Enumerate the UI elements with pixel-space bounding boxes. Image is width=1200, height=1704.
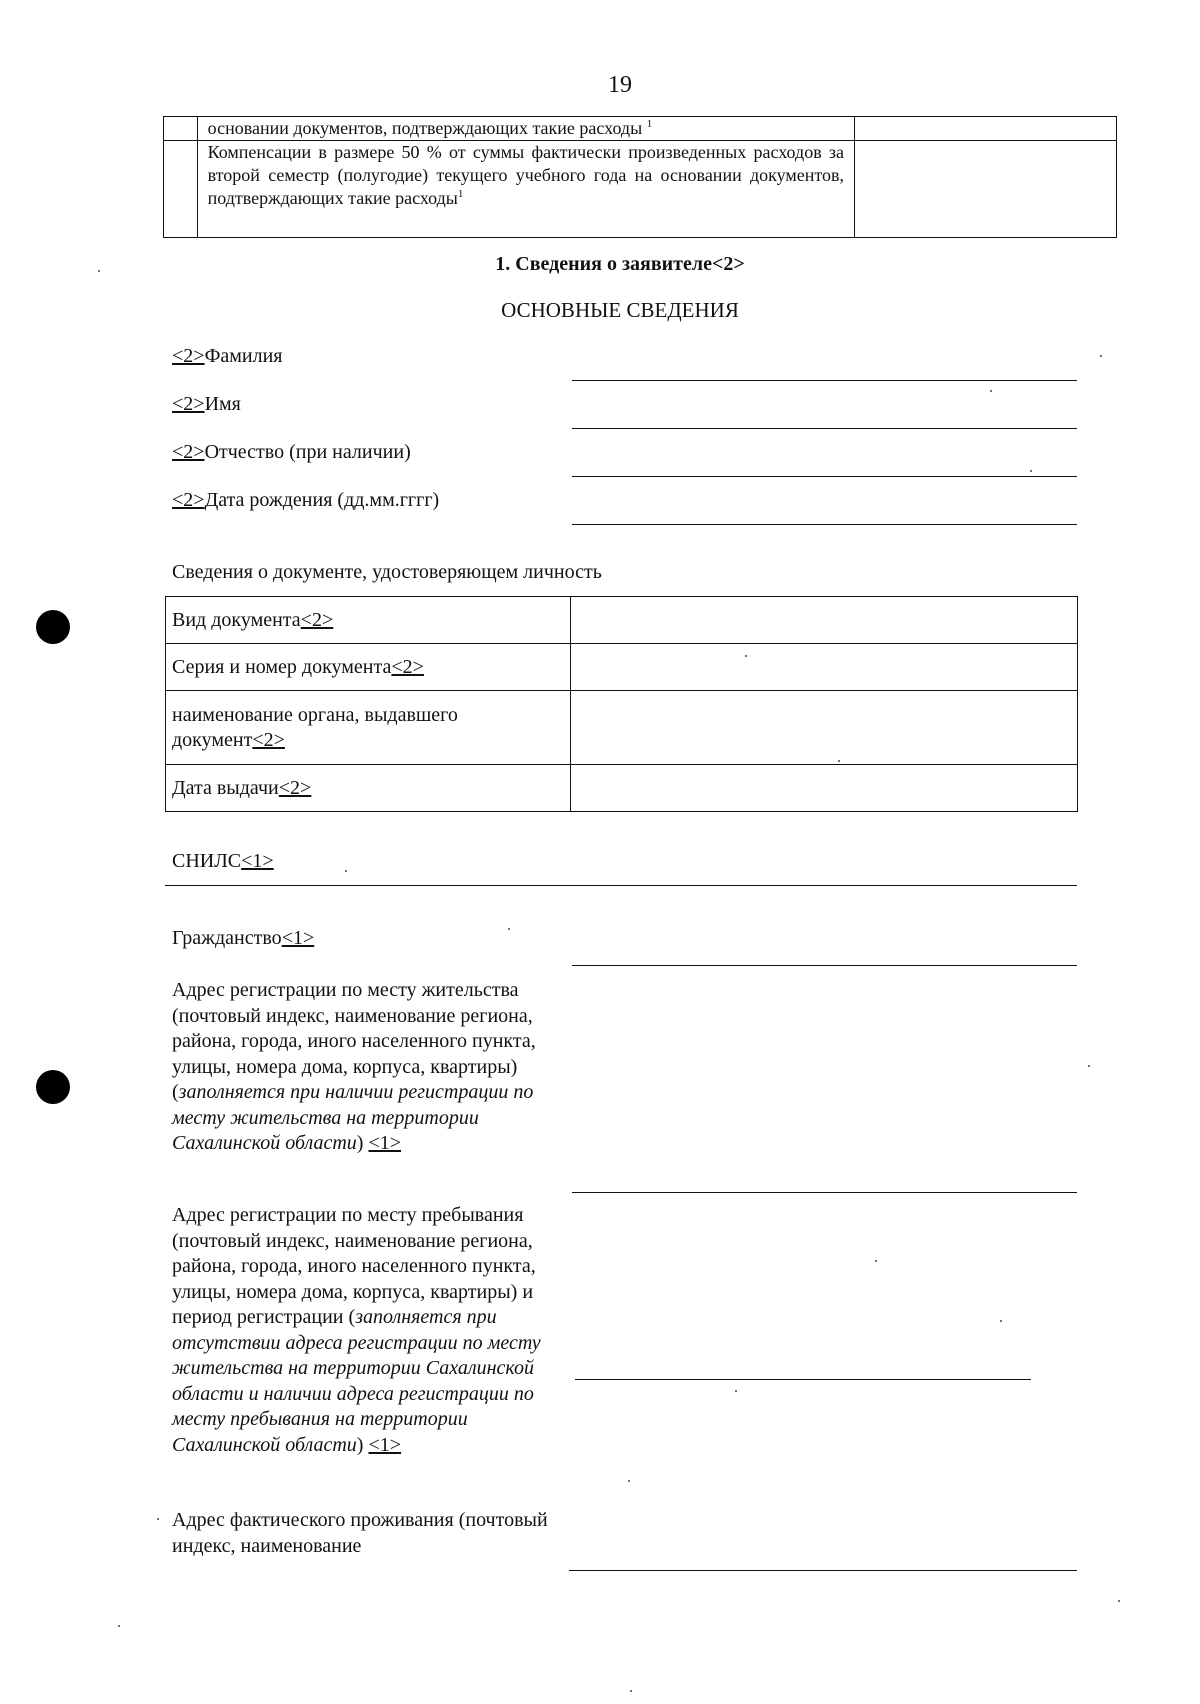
patronymic-label-text: Отчество (при наличии) — [204, 441, 411, 463]
scan-speck — [118, 1625, 120, 1627]
row-label: наименование органа, выдавшего документ — [172, 703, 458, 751]
scan-speck — [157, 1518, 159, 1520]
punch-hole — [36, 610, 70, 644]
actual-address-text: Адрес фактического проживания (почтовый индекс, наименование — [172, 1509, 548, 1557]
row-label: Серия и номер документа — [172, 655, 392, 678]
document-type-label — [166, 597, 571, 644]
identity-document-caption: Сведения о документе, удостоверяющем личность — [172, 561, 602, 583]
row-label: Вид документа — [172, 608, 301, 631]
scan-speck — [630, 1690, 632, 1692]
stay-address-text: Адрес регистрации по месту пребывания (почтовый индекс, наименование региона, района, города, иного населенного пункта, улицы, номера дома, корпуса, квартиры) и период регистрации — [172, 1204, 536, 1328]
scan-speck — [990, 390, 992, 392]
table-row — [166, 691, 1078, 765]
name-label-text: Имя — [204, 393, 241, 415]
section-title: 1. Сведения о заявителе<2> — [495, 253, 745, 275]
surname-label-text: Фамилия — [204, 345, 283, 367]
birth-date-label — [172, 489, 439, 512]
table-row — [164, 141, 1117, 238]
name-label — [172, 393, 241, 416]
scan-speck — [1118, 1600, 1120, 1602]
scan-speck — [1100, 355, 1102, 357]
table-row — [166, 597, 1078, 644]
scan-speck — [1030, 470, 1032, 472]
snils-input-line[interactable] — [165, 885, 1077, 886]
benefit-description-cell — [197, 117, 854, 141]
document-number-input[interactable] — [571, 644, 1078, 691]
patronymic-input-line[interactable] — [572, 476, 1077, 477]
requirement-ref: <2> — [172, 393, 205, 415]
footnote-marker: 1 — [457, 188, 464, 200]
requirement-ref: <1> — [368, 1433, 402, 1456]
scan-speck — [98, 270, 100, 272]
benefit-text: основании документов, подтверждающих такие расходы — [207, 118, 643, 138]
scan-speck — [1088, 1065, 1090, 1067]
birth-date-input-line[interactable] — [572, 524, 1077, 525]
patronymic-label — [172, 441, 411, 464]
requirement-ref: <1> — [368, 1132, 402, 1154]
issuing-authority-input[interactable] — [571, 691, 1078, 765]
birth-date-label-text: Дата рождения (дд.мм.гггг) — [204, 489, 440, 511]
scan-speck — [838, 760, 840, 762]
requirement-ref: <2> — [300, 608, 334, 631]
citizenship-label — [172, 927, 314, 950]
benefit-choice-cell[interactable] — [855, 141, 1117, 238]
scan-speck — [1000, 1320, 1002, 1322]
requirement-ref: <2> — [391, 655, 424, 678]
scan-speck — [508, 928, 510, 930]
stay-address-note: заполняется при отсутствии адреса регистрации по месту жительства на территории Сахалинской области и наличии адреса регистрации по месту пребывания на территории Сахалинской области — [172, 1306, 541, 1456]
stay-address-input-line[interactable] — [575, 1379, 1031, 1380]
table-row — [166, 765, 1078, 812]
punch-hole — [36, 1070, 70, 1104]
section-subtitle: ОСНОВНЫЕ СВЕДЕНИЯ — [501, 298, 739, 322]
actual-address-label — [172, 1508, 572, 1559]
requirement-ref: <2> — [172, 441, 205, 463]
surname-input-line[interactable] — [572, 380, 1077, 381]
benefit-choice-cell[interactable] — [855, 117, 1117, 141]
scan-speck — [345, 870, 347, 872]
issue-date-label — [166, 765, 571, 812]
requirement-ref: <2> — [278, 776, 312, 799]
name-input-line[interactable] — [572, 428, 1077, 429]
scan-speck — [875, 1260, 877, 1262]
stay-address-label: Адрес регистрации по месту пребывания (почтовый индекс, наименование региона, района, города, иного населенного пункта, улицы, номера дома, корпуса, квартиры) и период регистрации (заполняется при отсутствии адреса регистрации по месту жительства на территории Сахалинской области и наличии адреса регистрации по месту пребывания на территории Сахалинской области) <1> — [172, 1204, 541, 1456]
citizenship-input-line[interactable] — [572, 965, 1077, 966]
table-row — [166, 644, 1078, 691]
requirement-ref: <1> — [241, 850, 274, 872]
residence-address-label: Адрес регистрации по месту жительства (почтовый индекс, наименование региона, района, города, иного населенного пункта, улицы, номера дома, корпуса, квартиры) (заполняется при наличии регистрации по месту жительства на территории Сахалинской области) <1> — [172, 979, 536, 1154]
page-number: 19 — [608, 72, 632, 98]
requirement-ref: <2> — [252, 728, 285, 751]
issue-date-input[interactable] — [571, 765, 1078, 812]
scan-speck — [628, 1480, 630, 1482]
snils-label-text: СНИЛС — [172, 850, 242, 872]
citizenship-label-text: Гражданство — [172, 927, 282, 949]
actual-address-input-line[interactable] — [569, 1570, 1077, 1571]
document-type-input[interactable] — [571, 597, 1078, 644]
snils-label — [172, 850, 274, 873]
document-number-label — [166, 644, 571, 691]
residence-address-input-line[interactable] — [572, 1192, 1077, 1193]
surname-label — [172, 345, 282, 368]
residence-address-note: заполняется при наличии регистрации по месту жительства на территории Сахалинской области — [172, 1081, 534, 1154]
identity-document-table — [165, 596, 1078, 812]
benefit-text: Компенсации в размере 50 % от суммы фактически произведенных расходов за второй семестр (полугодие) текущего учебного года на основании документов, подтверждающих такие расходы — [207, 142, 845, 208]
scan-speck — [745, 655, 747, 657]
row-label: Дата выдачи — [172, 776, 279, 799]
scan-speck — [735, 1390, 737, 1392]
requirement-ref: <2> — [172, 489, 205, 511]
footnote-marker: 1 — [646, 118, 653, 130]
residence-address-text: Адрес регистрации по месту жительства (почтовый индекс, наименование региона, района, города, иного населенного пункта, улицы, номера дома, корпуса, квартиры) — [172, 979, 536, 1078]
requirement-ref: <1> — [281, 927, 315, 949]
issuing-authority-label — [166, 691, 571, 765]
row-number-cell — [164, 141, 198, 238]
row-number-cell — [164, 117, 198, 141]
requirement-ref: <2> — [172, 345, 205, 367]
benefit-description-cell — [197, 141, 854, 238]
benefits-table — [163, 116, 1117, 238]
table-row — [164, 117, 1117, 141]
